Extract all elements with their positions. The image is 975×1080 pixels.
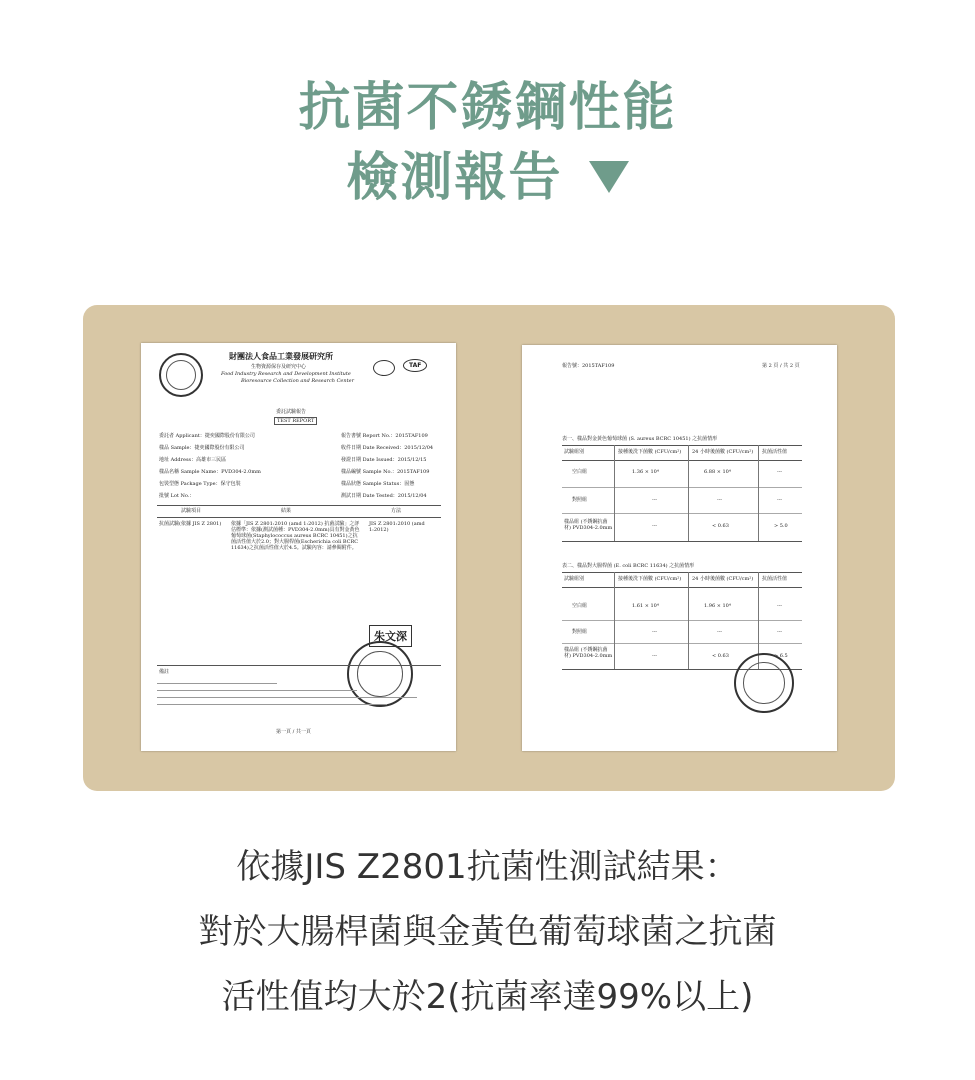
official-seal-icon [734, 653, 794, 713]
signature-stamp: 朱文深 [369, 625, 412, 647]
report-title-en: TEST REPORT [274, 417, 317, 425]
table1-row1-v24: 6.88 × 10⁴ [704, 469, 731, 475]
field-date-tested: 測試日期 Date Tested：2015/12/04 [341, 493, 427, 499]
institute-seal-icon [159, 353, 203, 397]
center-name-en: Bioresource Collection and Research Center [241, 378, 354, 384]
table2-col-24h: 24 小時後菌數 (CFU/cm²) [692, 576, 754, 582]
org-name-en: Food Industry Research and Development Institute [221, 371, 351, 377]
caption-line-2: 對於大腸桿菌與金黃色葡萄球菌之抗菌 [198, 912, 777, 952]
table2-row3-act: > 6.5 [774, 653, 788, 659]
field-package: 包裝型態 Package Type：保守包裝 [159, 481, 241, 487]
table2-rule-3 [562, 643, 802, 644]
table2-rule-2 [562, 620, 802, 621]
table-header-rule [157, 517, 441, 518]
table2-row1-v0: 1.61 × 10⁴ [632, 603, 659, 609]
table2-row1-v24: 1.96 × 10⁴ [704, 603, 731, 609]
table1-row3-v0: --- [652, 523, 658, 529]
note-label: 備註 [159, 669, 170, 675]
field-sample: 樣品 Sample：捷奕國際股份有限公司 [159, 445, 245, 451]
table2-col-0h: 接種後洗下菌數 (CFU/cm²) [618, 576, 682, 582]
field-sample-status: 樣品狀態 Sample Status：固態 [341, 481, 415, 487]
table2-row3-v0: --- [652, 653, 658, 659]
table1-top-rule [562, 445, 802, 446]
note-line-4 [157, 704, 387, 705]
table-top-rule [157, 505, 441, 506]
table1-row3-act: > 5.0 [774, 523, 788, 529]
field-sample-name: 樣品名稱 Sample Name：PVD304-2.0mm [159, 469, 261, 475]
table1-row2-v0: --- [652, 497, 658, 503]
table2-col-group: 試驗組別 [564, 576, 585, 582]
table1-rule-3 [562, 513, 802, 514]
test-report-page-1 [141, 343, 456, 751]
table1-row1-group: 空白組 [572, 469, 588, 475]
table2-vrule-1 [614, 572, 615, 669]
table1-row2-group: 對照組 [572, 497, 588, 503]
table1-row3-group: 樣品組 (不銹鋼抗菌材) PVD304-2.0mm [564, 519, 613, 531]
table1-vrule-1 [614, 445, 615, 541]
caption-line-3: 活性值均大於2(抗菌率達99%以上) [221, 977, 754, 1017]
field-report-no: 報告書號 Report No.：2015TAF109 [341, 433, 428, 439]
row-result: 依據「JIS Z 2801:2010 (amd 1:2012) 抗菌試驗」之評估標準：依據(測試菌種：PVD304-2.0mm)具有對金黃色葡萄球菌(Staphylococcus aureus BCRC 10451)之抗菌活性值大於2.0；對大腸桿菌(Escherichia coli BCRC 11634)之抗菌活性值大於4.5。試驗內容：請參閱附件。 [231, 521, 360, 551]
table1-title: 表一、樣品對金黃色葡萄球菌 (S. aureus BCRC 10451) 之抗菌情形 [562, 436, 718, 442]
field-sample-no: 樣品編號 Sample No.：2015TAF109 [341, 469, 430, 475]
notes-rule [157, 665, 441, 666]
table2-row1-act: --- [777, 603, 783, 609]
heading-line-2-text: 檢測報告 [346, 148, 563, 208]
table1-col-24h: 24 小時後菌數 (CFU/cm²) [692, 449, 754, 455]
field-address: 地址 Address：高雄市三民區 [159, 457, 227, 463]
table2-row1-group: 空白組 [572, 603, 588, 609]
center-name: 生物資源保存及研究中心 [251, 364, 307, 370]
field-date-issued: 發證日期 Date Issued：2015/12/15 [341, 457, 427, 463]
heading-line-2 [0, 146, 975, 210]
table2-title: 表二、樣品對大腸桿菌 (E. coli BCRC 11634) 之抗菌情形 [562, 563, 695, 569]
field-lot: 批號 Lot No.： [159, 493, 195, 499]
heading-line-1: 抗菌不銹鋼性能 [298, 78, 677, 138]
table2-row3-group: 樣品組 (不銹鋼抗菌材) PVD304-2.0mm [564, 647, 613, 659]
col-item-header: 試驗項目 [181, 508, 202, 514]
table1-row3-v24: < 0.63 [712, 523, 729, 529]
table1-vrule-3 [758, 445, 759, 541]
table1-header-rule [562, 460, 802, 461]
row-item: 抗菌試驗(依據 JIS Z 2801) [159, 521, 222, 527]
taf-logo-icon: TAF [403, 359, 427, 372]
accreditation-logo-icon [373, 360, 395, 376]
down-triangle-icon [589, 161, 629, 193]
page-no: 第 2 頁 / 共 2 頁 [762, 363, 800, 369]
page-footer: 第一頁 / 共一頁 [276, 729, 311, 735]
table1-col-group: 試驗組別 [564, 449, 585, 455]
table1-vrule-2 [688, 445, 689, 541]
caption-line-1: 依據JIS Z2801抗菌性測試結果： [236, 847, 739, 887]
table1-col-activity: 抗菌活性值 [762, 449, 788, 455]
table2-vrule-2 [688, 572, 689, 669]
table2-row3-v24: < 0.63 [712, 653, 729, 659]
table1-row1-act: --- [777, 469, 783, 475]
table2-top-rule [562, 572, 802, 573]
org-name: 財團法人食品工業發展研究所 [229, 351, 333, 361]
table2-col-activity: 抗菌活性值 [762, 576, 788, 582]
note-line-2 [157, 690, 357, 691]
note-line-1 [157, 683, 277, 684]
test-report-page-2 [522, 345, 837, 751]
table2-row2-group: 對照組 [572, 629, 588, 635]
col-result-header: 結果 [281, 508, 292, 514]
table2-row2-v24: --- [717, 629, 723, 635]
report-title: 委託試驗報告 [276, 409, 307, 415]
note-line-3 [157, 697, 417, 698]
table1-row2-act: --- [777, 497, 783, 503]
field-date-received: 收件日期 Date Received：2015/12/04 [341, 445, 434, 451]
table1-col-0h: 接種後洗下菌數 (CFU/cm²) [618, 449, 682, 455]
table1-rule-2 [562, 487, 802, 488]
field-applicant: 委託者 Applicant：捷奕國際股份有限公司 [159, 433, 255, 439]
table2-header-rule [562, 587, 802, 588]
table2-row2-v0: --- [652, 629, 658, 635]
table2-row2-act: --- [777, 629, 783, 635]
table1-row1-v0: 1.36 × 10⁴ [632, 469, 659, 475]
table1-row2-v24: --- [717, 497, 723, 503]
table1-bottom-rule [562, 541, 802, 542]
row-method: JIS Z 2801:2010 (amd 1:2012) [369, 521, 425, 533]
col-method-header: 方法 [391, 508, 402, 514]
report-no: 報告號：2015TAF109 [562, 363, 615, 369]
